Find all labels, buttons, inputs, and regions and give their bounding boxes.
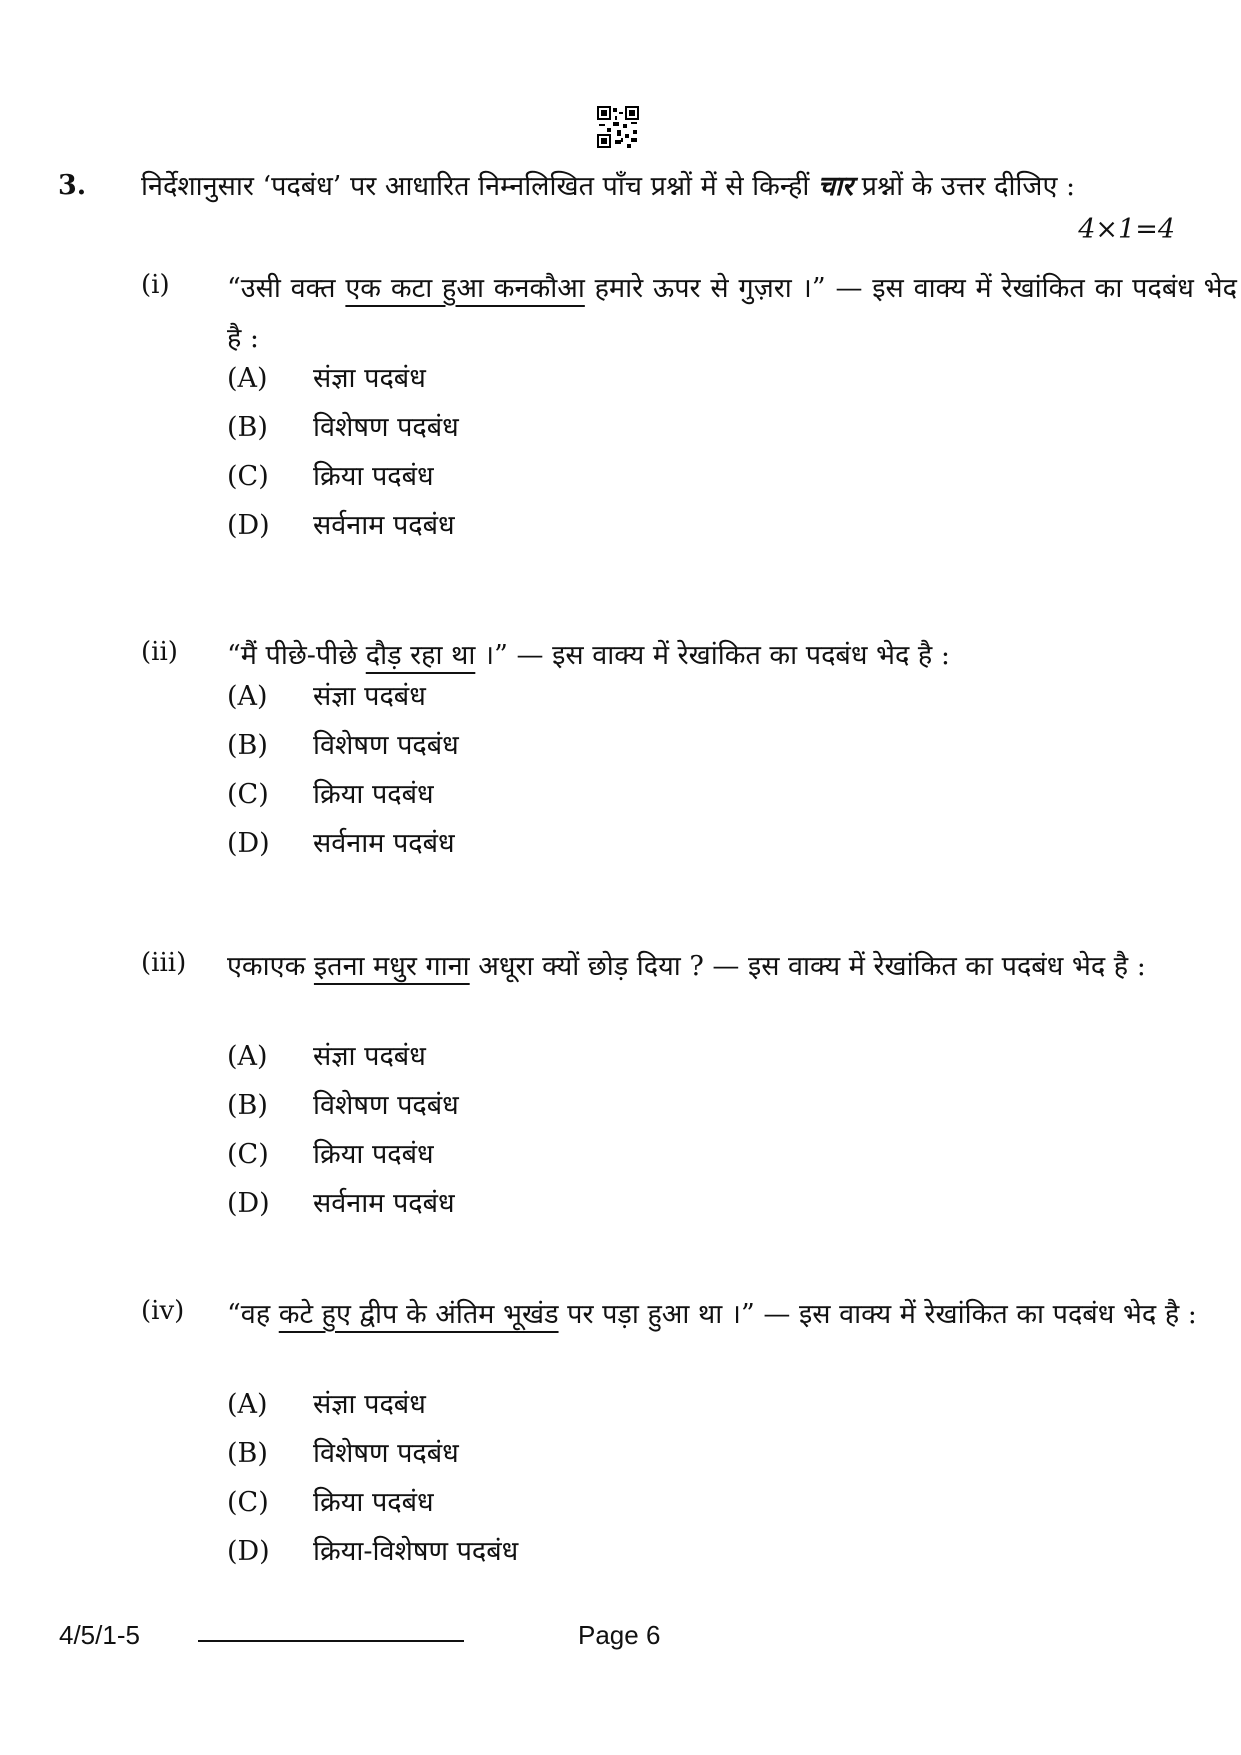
option-label: (A) <box>227 681 268 712</box>
option-text: विशेषण पदबंध <box>313 412 459 443</box>
option-a <box>227 676 426 713</box>
qr-code <box>597 106 639 148</box>
subquestion-text <box>227 631 1237 681</box>
option-c <box>227 1134 434 1171</box>
option-label: (A) <box>227 1041 268 1072</box>
subquestion-text-pre: “उसी वक्त <box>227 273 346 304</box>
subquestion-text-post: ।” — इस वाक्य में रेखांकित का पदबंध भेद है : <box>475 640 950 671</box>
option-label: (A) <box>227 363 268 394</box>
option-d <box>227 1183 455 1220</box>
option-label: (C) <box>227 1487 269 1518</box>
option-text: सर्वनाम पदबंध <box>313 828 455 859</box>
option-text: विशेषण पदबंध <box>313 730 459 761</box>
question-number: 3. <box>58 170 87 201</box>
option-d <box>227 823 455 860</box>
subquestion-number: (iv) <box>141 1296 185 1326</box>
option-label: (D) <box>227 828 270 859</box>
underlined-phrase: इतना मधुर गाना <box>313 951 470 982</box>
underlined-phrase: एक कटा हुआ कनकौआ <box>345 273 585 304</box>
option-text: संज्ञा पदबंध <box>313 363 426 394</box>
option-label: (B) <box>227 1090 268 1121</box>
option-label: (A) <box>227 1389 268 1420</box>
option-label: (D) <box>227 1188 270 1219</box>
option-label: (C) <box>227 779 269 810</box>
subquestion-number: (iii) <box>141 948 187 978</box>
marks-allotment: 4×1=4 <box>1078 214 1175 245</box>
subquestion-number: (i) <box>141 270 170 300</box>
page-number: Page 6 <box>578 1620 661 1650</box>
option-text: संज्ञा पदबंध <box>313 1389 426 1420</box>
option-a <box>227 358 426 395</box>
option-text: क्रिया पदबंध <box>313 779 434 810</box>
option-label: (D) <box>227 1536 270 1567</box>
subquestion-text-post: पर पड़ा हुआ था ।” — इस वाक्य में रेखांकित का पदबंध भेद है : <box>558 1299 1197 1330</box>
option-label: (C) <box>227 1139 269 1170</box>
option-text: संज्ञा पदबंध <box>313 1041 426 1072</box>
option-a <box>227 1036 426 1073</box>
subquestion-text <box>227 1290 1237 1340</box>
option-text: सर्वनाम पदबंध <box>313 510 455 541</box>
footer-divider <box>198 1640 464 1642</box>
subquestion-text-pre: “मैं पीछे-पीछे <box>227 640 366 671</box>
option-text: क्रिया पदबंध <box>313 1139 434 1170</box>
option-label: (B) <box>227 730 268 761</box>
subquestion-text-pre: एकाएक <box>227 951 314 982</box>
paper-code: 4/5/1-5 <box>59 1620 140 1650</box>
option-label: (B) <box>227 412 268 443</box>
option-b <box>227 1433 459 1470</box>
stem-text: निर्देशानुसार ‘पदबंध’ पर आधारित निम्नलिखित पाँच प्रश्नों में से किन्हीं <box>141 171 818 202</box>
option-c <box>227 1482 434 1519</box>
option-c <box>227 456 434 493</box>
option-d <box>227 505 455 542</box>
option-a <box>227 1384 426 1421</box>
option-label: (D) <box>227 510 270 541</box>
subquestion-text-post: हमारे ऊपर से गुज़रा ।” — इस वाक्य में रेखांकित का पदबंध भेद है : <box>227 273 1237 354</box>
stem-text-end: प्रश्नों के उत्तर दीजिए : <box>853 171 1076 202</box>
subquestion-text-pre: “वह <box>227 1299 279 1330</box>
stem-emphasis: चार <box>817 171 854 202</box>
option-text: क्रिया पदबंध <box>313 1487 434 1518</box>
option-text: विशेषण पदबंध <box>313 1438 459 1469</box>
option-b <box>227 1085 459 1122</box>
option-text: सर्वनाम पदबंध <box>313 1188 455 1219</box>
option-b <box>227 407 459 444</box>
option-text: क्रिया-विशेषण पदबंध <box>313 1536 519 1567</box>
underlined-phrase: कटे हुए द्वीप के अंतिम भूखंड <box>278 1299 559 1330</box>
question-stem <box>141 164 1176 210</box>
option-d <box>227 1531 518 1568</box>
subquestion-text-post: अधूरा क्यों छोड़ दिया ? — इस वाक्य में रेखांकित का पदबंध भेद है : <box>469 951 1146 982</box>
option-c <box>227 774 434 811</box>
option-text: क्रिया पदबंध <box>313 461 434 492</box>
subquestion-text <box>227 942 1237 992</box>
option-text: संज्ञा पदबंध <box>313 681 426 712</box>
option-label: (B) <box>227 1438 268 1469</box>
subquestion-text <box>227 264 1237 364</box>
option-b <box>227 725 459 762</box>
underlined-phrase: दौड़ रहा था <box>365 640 476 671</box>
option-text: विशेषण पदबंध <box>313 1090 459 1121</box>
option-label: (C) <box>227 461 269 492</box>
subquestion-number: (ii) <box>141 637 178 667</box>
